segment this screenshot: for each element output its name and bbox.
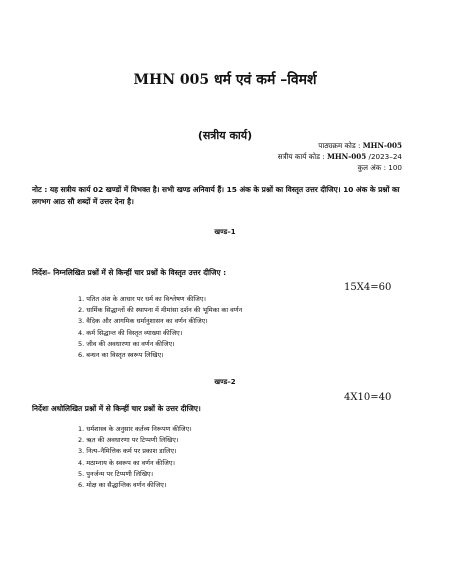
question-item: 6. बन्धन का विस्तृत स्वरूप लिखिए। (78, 350, 164, 359)
question-item: 1. पतित अंश के आधार पर धर्म का विश्लेषण कीजिए। (78, 295, 206, 303)
question-item: 2. ऋत की अवधारणा पर टिप्पणी लिखिए। (78, 436, 179, 445)
section-2-question-list (78, 424, 192, 491)
question-item: 2. धार्मिक सिद्धान्तों की स्थापना में मीमांसा दर्शन की भूमिका का वर्णन (78, 306, 243, 315)
question-item: 6. मोक्ष का सैद्धान्तिक वर्णन कीजिए। (78, 480, 167, 489)
section-1-question-list (78, 294, 242, 361)
section-2-heading: खण्ड–2 (214, 378, 236, 386)
assignment-code-value: MHN-005 (326, 152, 367, 161)
course-code-value: MHN-005 (362, 141, 402, 150)
session-value: /2023–24 (368, 152, 402, 161)
document-subtitle: (सत्रीय कार्य) (197, 129, 253, 142)
assignment-code-label: सत्रीय कार्य कोड : (277, 152, 325, 161)
course-code-line (318, 141, 402, 151)
question-item: 5. जीव की अवधारणा का वर्णन कीजिए। (78, 339, 175, 348)
section-2-instruction: निर्देशः अधोलिखित प्रश्नों में से किन्हीं चार प्रश्नों के उत्तर दीजिए। (32, 404, 201, 413)
section-2-marks: 4X10=40 (344, 392, 392, 403)
section-1-marks: 15X4=60 (344, 282, 392, 293)
note-paragraph: नोट : यह सत्रीय कार्य 02 खण्डों में विभक्त है। सभी खण्ड अनिवार्य हैं। 15 अंक के प्रश्नों का विस्तृत उत्तर दीजिए। 10 अंक के प्रश्नों का लगभग आठ सौ शब्दों में उत्तर देना है। (32, 185, 400, 206)
question-item: 4. मठाम्नाय के स्वरूप का वर्णन कीजिए। (78, 458, 175, 467)
question-item: 3. वैदिक और आगमिक धर्मानुशासन का वर्णन कीजिए। (78, 317, 208, 326)
question-item: 1. धर्मशास्त्र के अनुसार कर्तव्य निरूपण कीजिए। (78, 425, 192, 433)
document-title: MHN 005 धर्म एवं कर्म –विमर्श (133, 72, 317, 88)
question-item: 4. कर्म सिद्धान्त की विस्तृत व्याख्या कीजिए। (78, 328, 183, 337)
course-code-label: पाठ्यक्रम कोड : (318, 141, 361, 150)
question-item: 5. पुनर्जन्म पर टिप्पणी लिखिए। (78, 469, 154, 478)
assignment-code-line (278, 152, 402, 162)
total-marks: कुल अंक : 100 (357, 163, 402, 172)
question-item: 3. नित्य–नैमित्तिक कर्म पर प्रकाश डालिए। (78, 447, 177, 456)
section-1-instruction: निर्देश– निम्नलिखित प्रश्नों में से किन्हीं चार प्रश्नों के विस्तृत उत्तर दीजिए : (32, 268, 227, 277)
section-1-heading: खण्ड–1 (214, 228, 236, 236)
